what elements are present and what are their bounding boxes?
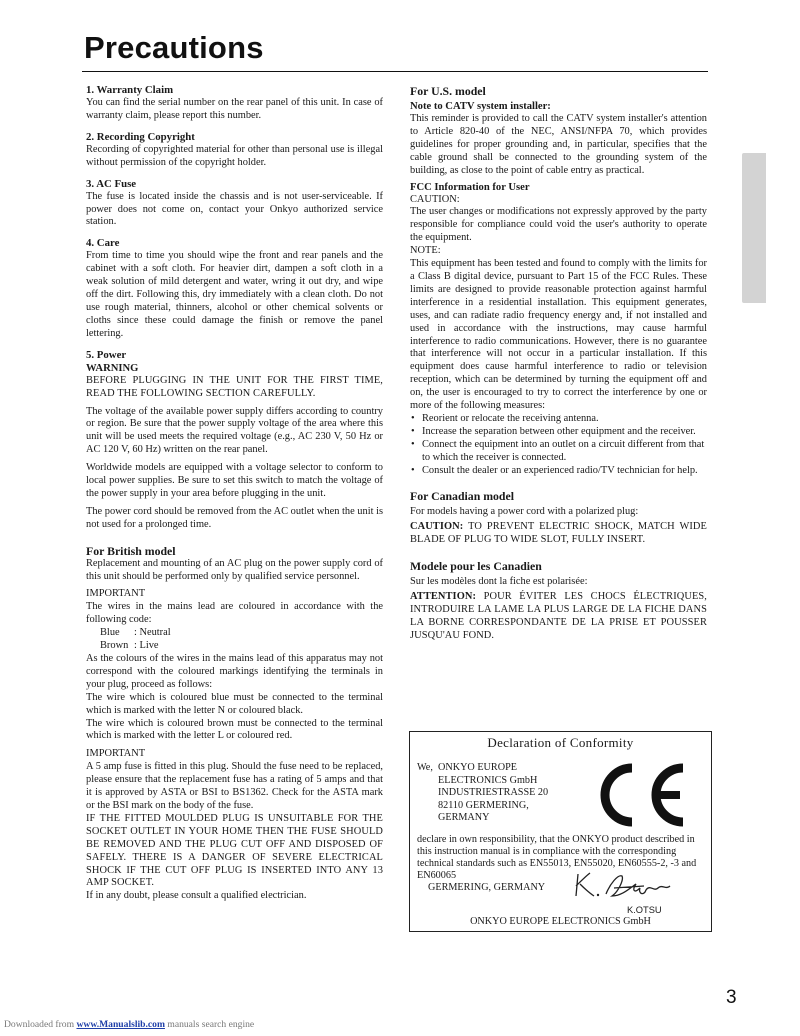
list-item: • Increase the separation between other equipment and the receiver.	[410, 426, 707, 439]
section-heading: 3. AC Fuse	[86, 177, 137, 190]
caution-text: The user changes or modifications not expressly approved by the party responsible for compliance could void the user's authority to operate the equipment.	[410, 206, 707, 244]
blue-wire-text: The wire which is coloured blue must be connected to the terminal which is marked with the letter N or coloured black.	[86, 691, 383, 716]
french-attention	[410, 591, 707, 643]
warning-text: BEFORE PLUGGING IN THE UNIT FOR THE FIRST TIME, READ THE FOLLOWING SECTION CAREFULLY.	[86, 374, 383, 399]
caution-text: TO PREVENT ELECTRIC SHOCK, MATCH WIDE BLADE OF PLUG TO WIDE SLOT, FULLY INSERT.	[410, 521, 707, 546]
catv-heading: Note to CATV system installer:	[410, 101, 551, 112]
section-body: Recording of copyrighted material for other than personal use is illegal without permission of the copyright holder.	[86, 143, 383, 168]
attention-text: POUR ÉVITER LES CHOCS ÉLECTRIQUES, INTRODUIRE LA LAME LA PLUS LARGE DE LA FICHE DANS LA BORNE CORRESPONDANTE DE LA PRISE ET POUSSER JUSQU'AU FOND.	[410, 591, 707, 641]
canadian-intro: For models having a power cord with a polarized plug:	[410, 506, 639, 518]
section-warranty-claim	[86, 84, 383, 123]
download-footer	[4, 1019, 254, 1030]
section-body: The fuse is located inside the chassis and is not user-serviceable. If power does not come on, contact your Onkyo authorized service station.	[86, 190, 383, 228]
brown-wire-text: The wire which is coloured brown must be connected to the terminal which is marked with the letter L or coloured red.	[86, 717, 383, 742]
power-paragraph: The power cord should be removed from the AC outlet when the unit is not used for a prolonged time.	[86, 505, 383, 530]
section-british-model	[86, 544, 383, 904]
section-care	[86, 237, 383, 340]
fcc-heading: FCC Information for User	[410, 181, 530, 193]
declaration-address	[438, 762, 588, 825]
list-item: • Reorient or relocate the receiving antenna.	[410, 413, 707, 426]
power-paragraph: Worldwide models are equipped with a voltage selector to conform to local power supplies. Be sure to set this switch to match the voltage of the power supply in your area before plugging in the unit.	[86, 462, 383, 499]
section-canadian-model	[410, 489, 707, 547]
catv-text: This reminder is provided to call the CATV system installer's attention to Article 820-40 of the NEC, ANSI/NFPA 70, which provides guidelines for proper grounding and, in particular, specifies that the cable ground shall be connected to the grounding system of the building, as close to the point of cable entry as practical.	[410, 113, 707, 176]
power-paragraph: The voltage of the available power supply differs according to country or region. Be sure that the power supply voltage of the area where this unit will be used meets the required voltage (e.g., AC 230 V, 50 Hz or AC 120 V, 60 Hz) written on the rear panel.	[86, 405, 383, 456]
page-title: Precautions	[84, 30, 264, 65]
list-item: • Consult the dealer or an experienced radio/TV technician for help.	[410, 465, 707, 478]
note-text: This equipment has been tested and found to comply with the limits for a Class B digital device, pursuant to Part 15 of the FCC Rules. These limits are designed to provide reasonable protection against harmful interference in a residential installation. This equipment generates, uses, and can radiate radio frequency energy and, if not installed and used in accordance with the instructions, may cause harmful interference to radio communications. However, there is no guarantee that interference will not occur in a particular installation. If this equipment does cause harmful interference to radio or television reception, which can be determined by turning the equipment off and on, the user is encouraged to try to correct the interference by one or more of the following measures:	[410, 258, 707, 412]
address-line: INDUSTRIESTRASSE 20	[438, 787, 549, 799]
wire-code-row	[86, 640, 383, 653]
important-label: IMPORTANT	[86, 748, 146, 760]
doubt-text: If in any doubt, please consult a qualified electrician.	[86, 890, 307, 902]
section-heading: For U.S. model	[410, 84, 486, 98]
colours-text: As the colours of the wires in the mains lead of this apparatus may not correspond with the coloured markings identifying the terminals in your plug, proceed as follows:	[86, 653, 383, 690]
section-heading: 2. Recording Copyright	[86, 130, 195, 143]
declaration-statement: declare in own responsibility, that the ONKYO product described in this instruction manual is in compliance with the corresponding technical standards such as EN55013, EN55020, EN60555-2, -3 and EN60065	[417, 834, 697, 881]
title-divider	[82, 71, 708, 72]
attention-label: ATTENTION:	[410, 591, 477, 603]
section-heading: 1. Warranty Claim	[86, 84, 174, 96]
right-column	[410, 84, 707, 643]
list-item: • Connect the equipment into an outlet on a circuit different from that to which the receiver is connected.	[410, 439, 707, 465]
address-line: ONKYO EUROPE	[438, 762, 517, 773]
declaration-place: GERMERING, GERMANY	[428, 882, 546, 893]
declaration-signer: K.OTSU	[627, 905, 662, 915]
section-body: You can find the serial number on the rear panel of this unit. In case of warranty claim, please report this number.	[86, 97, 383, 121]
left-column	[86, 84, 383, 903]
declaration-of-conformity-box	[409, 731, 712, 932]
section-power	[86, 349, 383, 532]
wire-color: Blue	[100, 627, 120, 639]
caution-label: CAUTION:	[410, 193, 460, 205]
section-heading: 4. Care	[86, 237, 120, 250]
section-heading: 5. Power	[86, 348, 127, 361]
british-intro: Replacement and mounting of an AC plug on the power supply cord of this unit should be performed only by qualified service personnel.	[86, 557, 383, 582]
footer-prefix: Downloaded from	[4, 1019, 77, 1030]
signature-icon	[574, 870, 684, 900]
footer-suffix: manuals search engine	[164, 1019, 255, 1030]
address-line: ELECTRONICS GmbH	[438, 774, 538, 786]
wire-meaning: : Neutral	[134, 627, 171, 639]
section-recording-copyright	[86, 131, 383, 170]
section-body: From time to time you should wipe the front and rear panels and the cabinet with a soft cloth. For heavier dirt, dampen a soft cloth in a weak solution of mild detergent and water, wring it out dry, and wipe off the dirt. Following this, dry immediately with a clean cloth. Do not use rough material, thinners, alcohol or other chemical solvents or cloths since these could damage the finish or remove the panel lettering.	[86, 250, 383, 339]
fuse-text: A 5 amp fuse is fitted in this plug. Should the fuse need to be replaced, please ensure that the replacement fuse has a rating of 5 amps and that it is approved by ASTA or BSI to BS1362. Check for the ASTA mark or the BSI mark on the body of the fuse.	[86, 761, 383, 811]
section-heading: For Canadian model	[410, 489, 515, 504]
caution-label: CAUTION:	[410, 521, 464, 533]
section-heading: For British model	[86, 543, 176, 558]
canadian-caution	[410, 521, 707, 547]
address-line: 82110 GERMERING,	[438, 799, 529, 811]
section-modele-canadien	[410, 559, 707, 643]
wires-text: The wires in the mains lead are coloured in accordance with the following code:	[86, 601, 383, 626]
section-heading: Modele pour les Canadien	[410, 559, 542, 574]
note-label: NOTE:	[410, 245, 441, 257]
section-us-model	[410, 84, 707, 477]
important-label: IMPORTANT	[86, 588, 146, 600]
ce-mark-icon	[588, 762, 688, 828]
declaration-company: ONKYO EUROPE ELECTRONICS GmbH	[470, 916, 651, 927]
wire-color: Brown	[100, 640, 129, 652]
manualslib-link[interactable]: www.Manualslib.com	[76, 1019, 165, 1030]
declaration-we-label: We,	[417, 762, 433, 773]
wire-meaning: : Live	[134, 640, 159, 652]
wire-code-row	[86, 627, 383, 640]
measures-list	[410, 413, 707, 478]
plug-warning-text: IF THE FITTED MOULDED PLUG IS UNSUITABLE FOR THE SOCKET OUTLET IN YOUR HOME THEN THE FUSE SHOULD BE REMOVED AND THE PLUG CUT OFF AND DISPOSED OF SAFELY. THERE IS A DANGER OF SEVERE ELECTRICAL SHOCK IF THE CUT OFF PLUG IS INSERTED INTO ANY 13 AMP SOCKET.	[86, 812, 383, 889]
page-number: 3	[726, 987, 737, 1008]
french-intro: Sur les modèles dont la fiche est polarisée:	[410, 576, 588, 588]
section-tab-marker	[742, 153, 766, 303]
address-line: GERMANY	[438, 812, 490, 824]
declaration-title: Declaration of Conformity	[487, 735, 634, 750]
warning-label: WARNING	[86, 362, 139, 374]
section-ac-fuse	[86, 178, 383, 230]
